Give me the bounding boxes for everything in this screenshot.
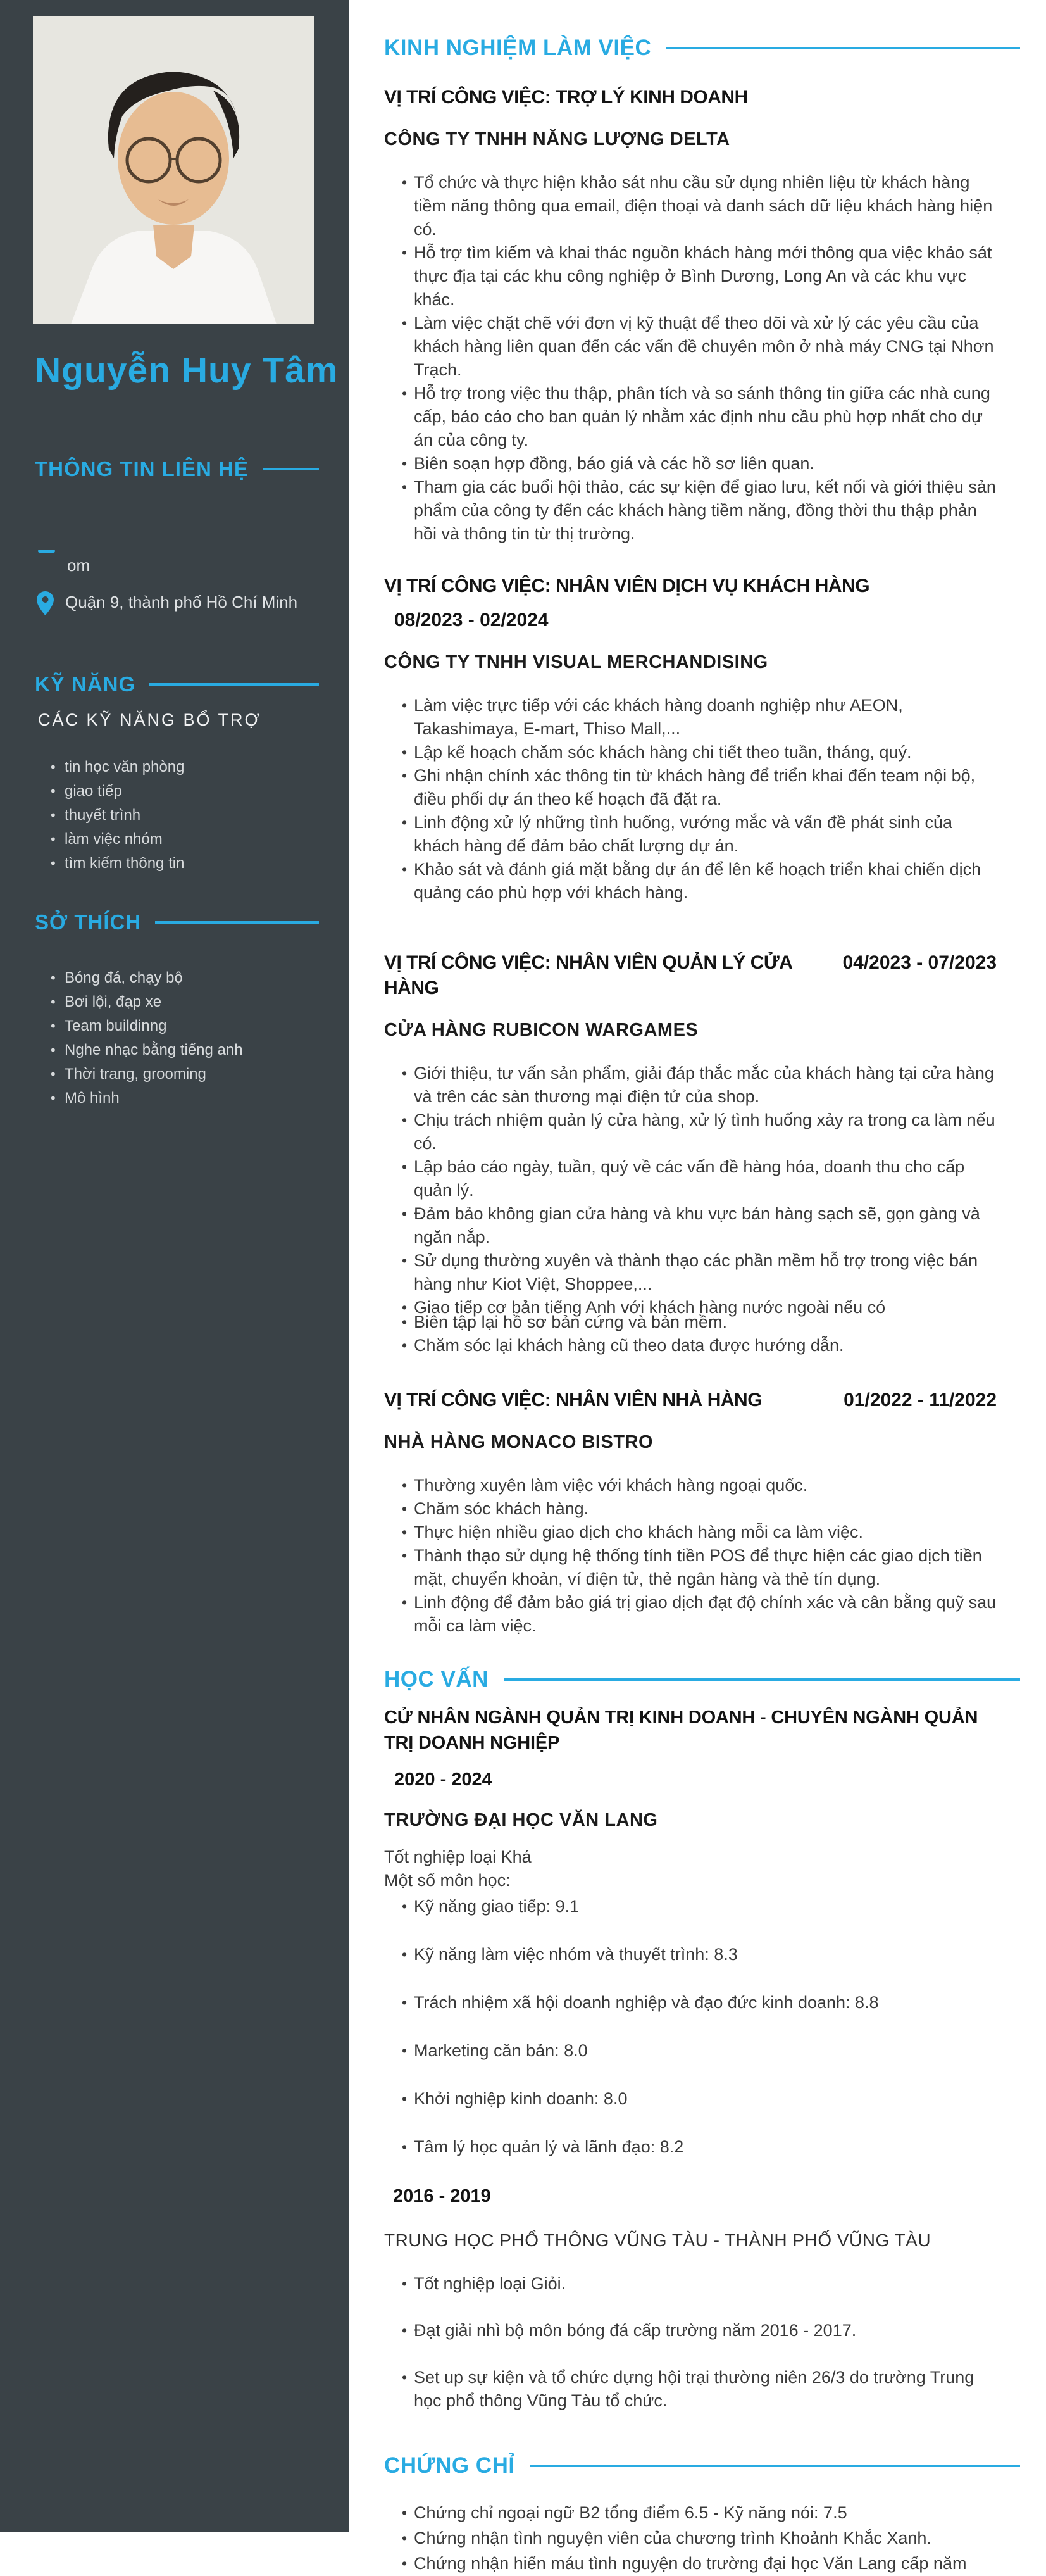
job-bullet: • Chăm sóc khách hàng. <box>402 1497 997 1521</box>
subject-score: • Tâm lý học quản lý và lãnh đạo: 8.2 <box>402 2135 997 2159</box>
job-title: VỊ TRÍ CÔNG VIỆC: NHÂN VIÊN DỊCH VỤ KHÁCH HÀNG <box>384 575 870 596</box>
skill-item: • tin học văn phòng <box>51 755 323 779</box>
certificate-item: • Chứng chỉ ngoại ngữ B2 tổng điểm 6.5 - Kỹ năng nói: 7.5 <box>402 2500 997 2525</box>
company-name: CỬA HÀNG RUBICON WARGAMES <box>384 1020 699 1040</box>
job-bullet: • Thực hiện nhiều giao dịch cho khách hàng mỗi ca làm việc. <box>402 1521 997 1544</box>
job-bullet: • Linh động xử lý những tình huống, vướng mắc và vấn đề phát sinh của khách hàng để đảm bảo chất lượng dự án. <box>402 811 997 858</box>
job-title-row <box>384 574 1025 599</box>
hobby-item: • Team buildinng <box>51 1014 323 1038</box>
degree-dates: 2020 - 2024 <box>394 1769 492 1790</box>
company-name: CÔNG TY TNHH NĂNG LƯỢNG DELTA <box>384 129 730 149</box>
job-bullet: • Biên tập lại hồ sơ bản cứng và bản mềm. <box>402 1310 997 1334</box>
university-name: TRƯỜNG ĐẠI HỌC VĂN LANG <box>384 1810 658 1830</box>
job-bullet-list <box>384 1310 997 1357</box>
job-bullet: • Thường xuyên làm việc với khách hàng ngoại quốc. <box>402 1474 997 1497</box>
skill-item: • làm việc nhóm <box>51 827 323 851</box>
company-name: CÔNG TY TNHH VISUAL MERCHANDISING <box>384 652 768 672</box>
experience-section-heading-row <box>384 34 1025 62</box>
highschool-dates: 2016 - 2019 <box>393 2186 491 2206</box>
job-entry <box>384 950 1025 1357</box>
job-bullet: • Làm việc trực tiếp với các khách hàng doanh nghiệp như AEON, Takashimaya, E-mart, Thiso Mall,... <box>402 694 997 741</box>
skills-heading: KỸ NĂNG <box>35 672 136 696</box>
company-name: NHÀ HÀNG MONACO BISTRO <box>384 1432 654 1452</box>
job-title-row <box>384 1388 1025 1413</box>
job-title: VỊ TRÍ CÔNG VIỆC: NHÂN VIÊN NHÀ HÀNG <box>384 1390 763 1411</box>
courses-note: Một số môn học: <box>384 1871 511 1890</box>
job-bullet-list <box>384 171 997 546</box>
clipped-bullet-line: • Giao tiếp cơ bản tiếng Anh với khách hàng nước ngoài nếu có <box>402 1296 1025 1305</box>
job-title: VỊ TRÍ CÔNG VIỆC: NHÂN VIÊN QUẢN LÝ CỬA HÀNG <box>384 952 792 998</box>
certificate-item: • Chứng nhận tình nguyện viên của chương trình Khoảnh Khắc Xanh. <box>402 2525 997 2551</box>
education-section-heading-row <box>384 1666 1025 1693</box>
job-bullet: • Thành thạo sử dụng hệ thống tính tiền POS để thực hiện các giao dịch tiền mặt, chuyển khoản, ví điện tử, thẻ ngân hàng và thẻ tín dụng. <box>402 1544 997 1591</box>
job-entry <box>384 85 1025 546</box>
highschool-bullet: • Tốt nghiệp loại Giỏi. <box>402 2272 997 2296</box>
portrait-photo-illustration <box>33 16 314 324</box>
education-degree-entry <box>384 1705 1025 2159</box>
hobby-item: • Nghe nhạc bằng tiếng anh <box>51 1038 323 1062</box>
experience-heading-rule <box>666 47 1020 49</box>
hobby-item: • Bóng đá, chạy bộ <box>51 966 323 990</box>
skills-heading-rule <box>149 683 319 686</box>
main-content <box>384 0 1025 2576</box>
job-dates: 04/2023 - 07/2023 <box>842 952 997 973</box>
contact-heading-rule <box>263 468 319 470</box>
job-bullet: • Tham gia các buổi hội thảo, các sự kiện để giao lưu, kết nối và giới thiệu sản phẩm của công ty đến các khách hàng tiềm năng, đồng thời thu thập phản hồi và thông tin từ thị trường. <box>402 475 997 546</box>
profile-photo <box>33 16 314 324</box>
degree-title: CỬ NHÂN NGÀNH QUẢN TRỊ KINH DOANH - CHUYÊN NGÀNH QUẢN TRỊ DOANH NGHIỆP <box>384 1707 978 1753</box>
skill-item: • thuyết trình <box>51 803 323 827</box>
certificates-heading-rule <box>530 2465 1020 2467</box>
highschool-name: TRUNG HỌC PHỔ THÔNG VŨNG TÀU - THÀNH PHỐ VŨNG TÀU <box>384 2230 931 2250</box>
hobbies-heading: SỞ THÍCH <box>35 910 142 934</box>
job-bullet: • Tổ chức và thực hiện khảo sát nhu cầu sử dụng nhiên liệu từ khách hàng tiềm năng thông qua email, điện thoại và danh sách dữ liệu khách hàng hiện có. <box>402 171 997 241</box>
sidebar <box>0 0 349 2532</box>
job-bullet: • Đảm bảo không gian cửa hàng và khu vực bán hàng sạch sẽ, gọn gàng và ngăn nắp. <box>402 1202 997 1249</box>
job-dates: 08/2023 - 02/2024 <box>394 610 549 631</box>
job-bullet-list <box>384 1474 997 1638</box>
certificates-heading: CHỨNG CHỈ <box>384 2453 515 2478</box>
highschool-bullet-list <box>384 2272 997 2413</box>
job-bullet: • Khảo sát và đánh giá mặt bằng dự án để lên kế hoạch triển khai chiến dịch quảng cáo phù hợp với khách hàng. <box>402 858 997 905</box>
hobby-item: • Thời trang, grooming <box>51 1062 323 1086</box>
job-bullet: • Lập kế hoạch chăm sóc khách hàng chi tiết theo tuần, tháng, quý. <box>402 741 997 764</box>
job-title-row <box>384 85 1025 110</box>
job-bullet: • Linh động để đảm bảo giá trị giao dịch đạt độ chính xác và cân bằng quỹ sau mỗi ca làm việc. <box>402 1591 997 1638</box>
hobbies-section-heading-row <box>35 910 349 934</box>
job-bullet: • Làm việc chặt chẽ với đơn vị kỹ thuật để theo dõi và xử lý các yêu cầu của khách hàng liên quan đến các vấn đề chuyên môn ở nhà máy CNG tại Nhơn Trạch. <box>402 311 997 382</box>
email-fragment: om <box>67 556 90 575</box>
subject-score-list <box>384 1895 997 2159</box>
job-bullet: • Hỗ trợ trong việc thu thập, phân tích và so sánh thông tin giữa các nhà cung cấp, báo cáo cho ban quản lý nhằm xác định nhu cầu phù hợp nhất cho dự án của công ty. <box>402 382 997 452</box>
skills-subheading: CÁC KỸ NĂNG BỔ TRỢ <box>38 710 261 729</box>
hobbies-heading-rule <box>155 921 319 924</box>
job-bullet: • Hỗ trợ tìm kiếm và khai thác nguồn khách hàng mới thông qua việc khảo sát thực địa tại các khu công nghiệp ở Bình Dương, Long An và các khu vực khác. <box>402 241 997 311</box>
certificate-list <box>384 2500 997 2576</box>
hobby-item: • Bơi lội, đạp xe <box>51 990 323 1014</box>
skill-item: • giao tiếp <box>51 779 323 803</box>
job-entry <box>384 1388 1025 1638</box>
education-heading: HỌC VẤN <box>384 1667 489 1692</box>
job-bullet: • Lập báo cáo ngày, tuần, quý về các vấn đề hàng hóa, doanh thu cho cấp quản lý. <box>402 1155 997 1202</box>
job-bullet: • Biên soạn hợp đồng, báo giá và các hồ sơ liên quan. <box>402 452 997 475</box>
subject-score: • Marketing căn bản: 8.0 <box>402 2039 997 2063</box>
location-pin-icon <box>37 591 54 619</box>
hobby-item: • Mô hình <box>51 1086 323 1110</box>
job-bullet: • Chịu trách nhiệm quản lý cửa hàng, xử lý tình huống xảy ra trong ca làm nếu có. <box>402 1109 997 1155</box>
subject-score: • Trách nhiệm xã hội doanh nghiệp và đạo đức kinh doanh: 8.8 <box>402 1991 997 2014</box>
education-heading-rule <box>504 1678 1020 1681</box>
job-bullet: • Ghi nhận chính xác thông tin từ khách hàng để triển khai đến team nội bộ, điều phối dự án theo kế hoạch đã đặt ra. <box>402 764 997 811</box>
subject-score: • Kỹ năng làm việc nhóm và thuyết trình: 8.3 <box>402 1943 997 1966</box>
graduation-note: Tốt nghiệp loại Khá <box>384 1847 532 1866</box>
subject-score: • Kỹ năng giao tiếp: 9.1 <box>402 1895 997 1918</box>
job-entry <box>384 574 1025 905</box>
skill-item: • tìm kiếm thông tin <box>51 851 323 876</box>
job-title: VỊ TRÍ CÔNG VIỆC: TRỢ LÝ KINH DOANH <box>384 87 748 108</box>
highschool-bullet: • Đạt giải nhì bộ môn bóng đá cấp trường năm 2016 - 2017. <box>402 2319 997 2342</box>
job-dates: 01/2022 - 11/2022 <box>844 1390 997 1411</box>
job-bullet-list <box>384 1062 997 1296</box>
highschool-bullet: • Set up sự kiện và tổ chức dựng hội trại thường niên 26/3 do trường Trung học phổ thông Vũng Tàu tổ chức. <box>402 2366 997 2413</box>
job-bullet-list <box>384 694 997 905</box>
location-text: Quận 9, thành phố Hồ Chí Minh <box>65 593 298 612</box>
skills-section-heading-row <box>35 672 349 696</box>
certificates-section-heading-row <box>384 2452 1025 2480</box>
job-bullet: • Giới thiệu, tư vấn sản phẩm, giải đáp thắc mắc của khách hàng tại cửa hàng và trên các sàn thương mại điện tử của shop. <box>402 1062 997 1109</box>
job-bullet: • Sử dụng thường xuyên và thành thạo các phần mềm hỗ trợ trong việc bán hàng như Kiot Việt, Shoppee,... <box>402 1249 997 1296</box>
job-bullet: • Chăm sóc lại khách hàng cũ theo data được hướng dẫn. <box>402 1334 997 1357</box>
experience-heading: KINH NGHIỆM LÀM VIỆC <box>384 35 652 60</box>
education-highschool-entry <box>384 2183 1025 2413</box>
contact-heading: THÔNG TIN LIÊN HỆ <box>35 457 249 481</box>
hobbies-list <box>51 966 323 1110</box>
job-title-row <box>384 950 1025 1001</box>
skills-list <box>51 755 323 876</box>
email-redacted-dash <box>38 550 55 553</box>
contact-section-heading-row <box>35 457 349 481</box>
subject-score: • Khởi nghiệp kinh doanh: 8.0 <box>402 2087 997 2111</box>
certificate-item: • Chứng nhận hiến máu tình nguyện do trường đại học Văn Lang cấp năm <box>402 2551 997 2576</box>
candidate-name: Nguyễn Huy Tâm <box>35 350 339 391</box>
